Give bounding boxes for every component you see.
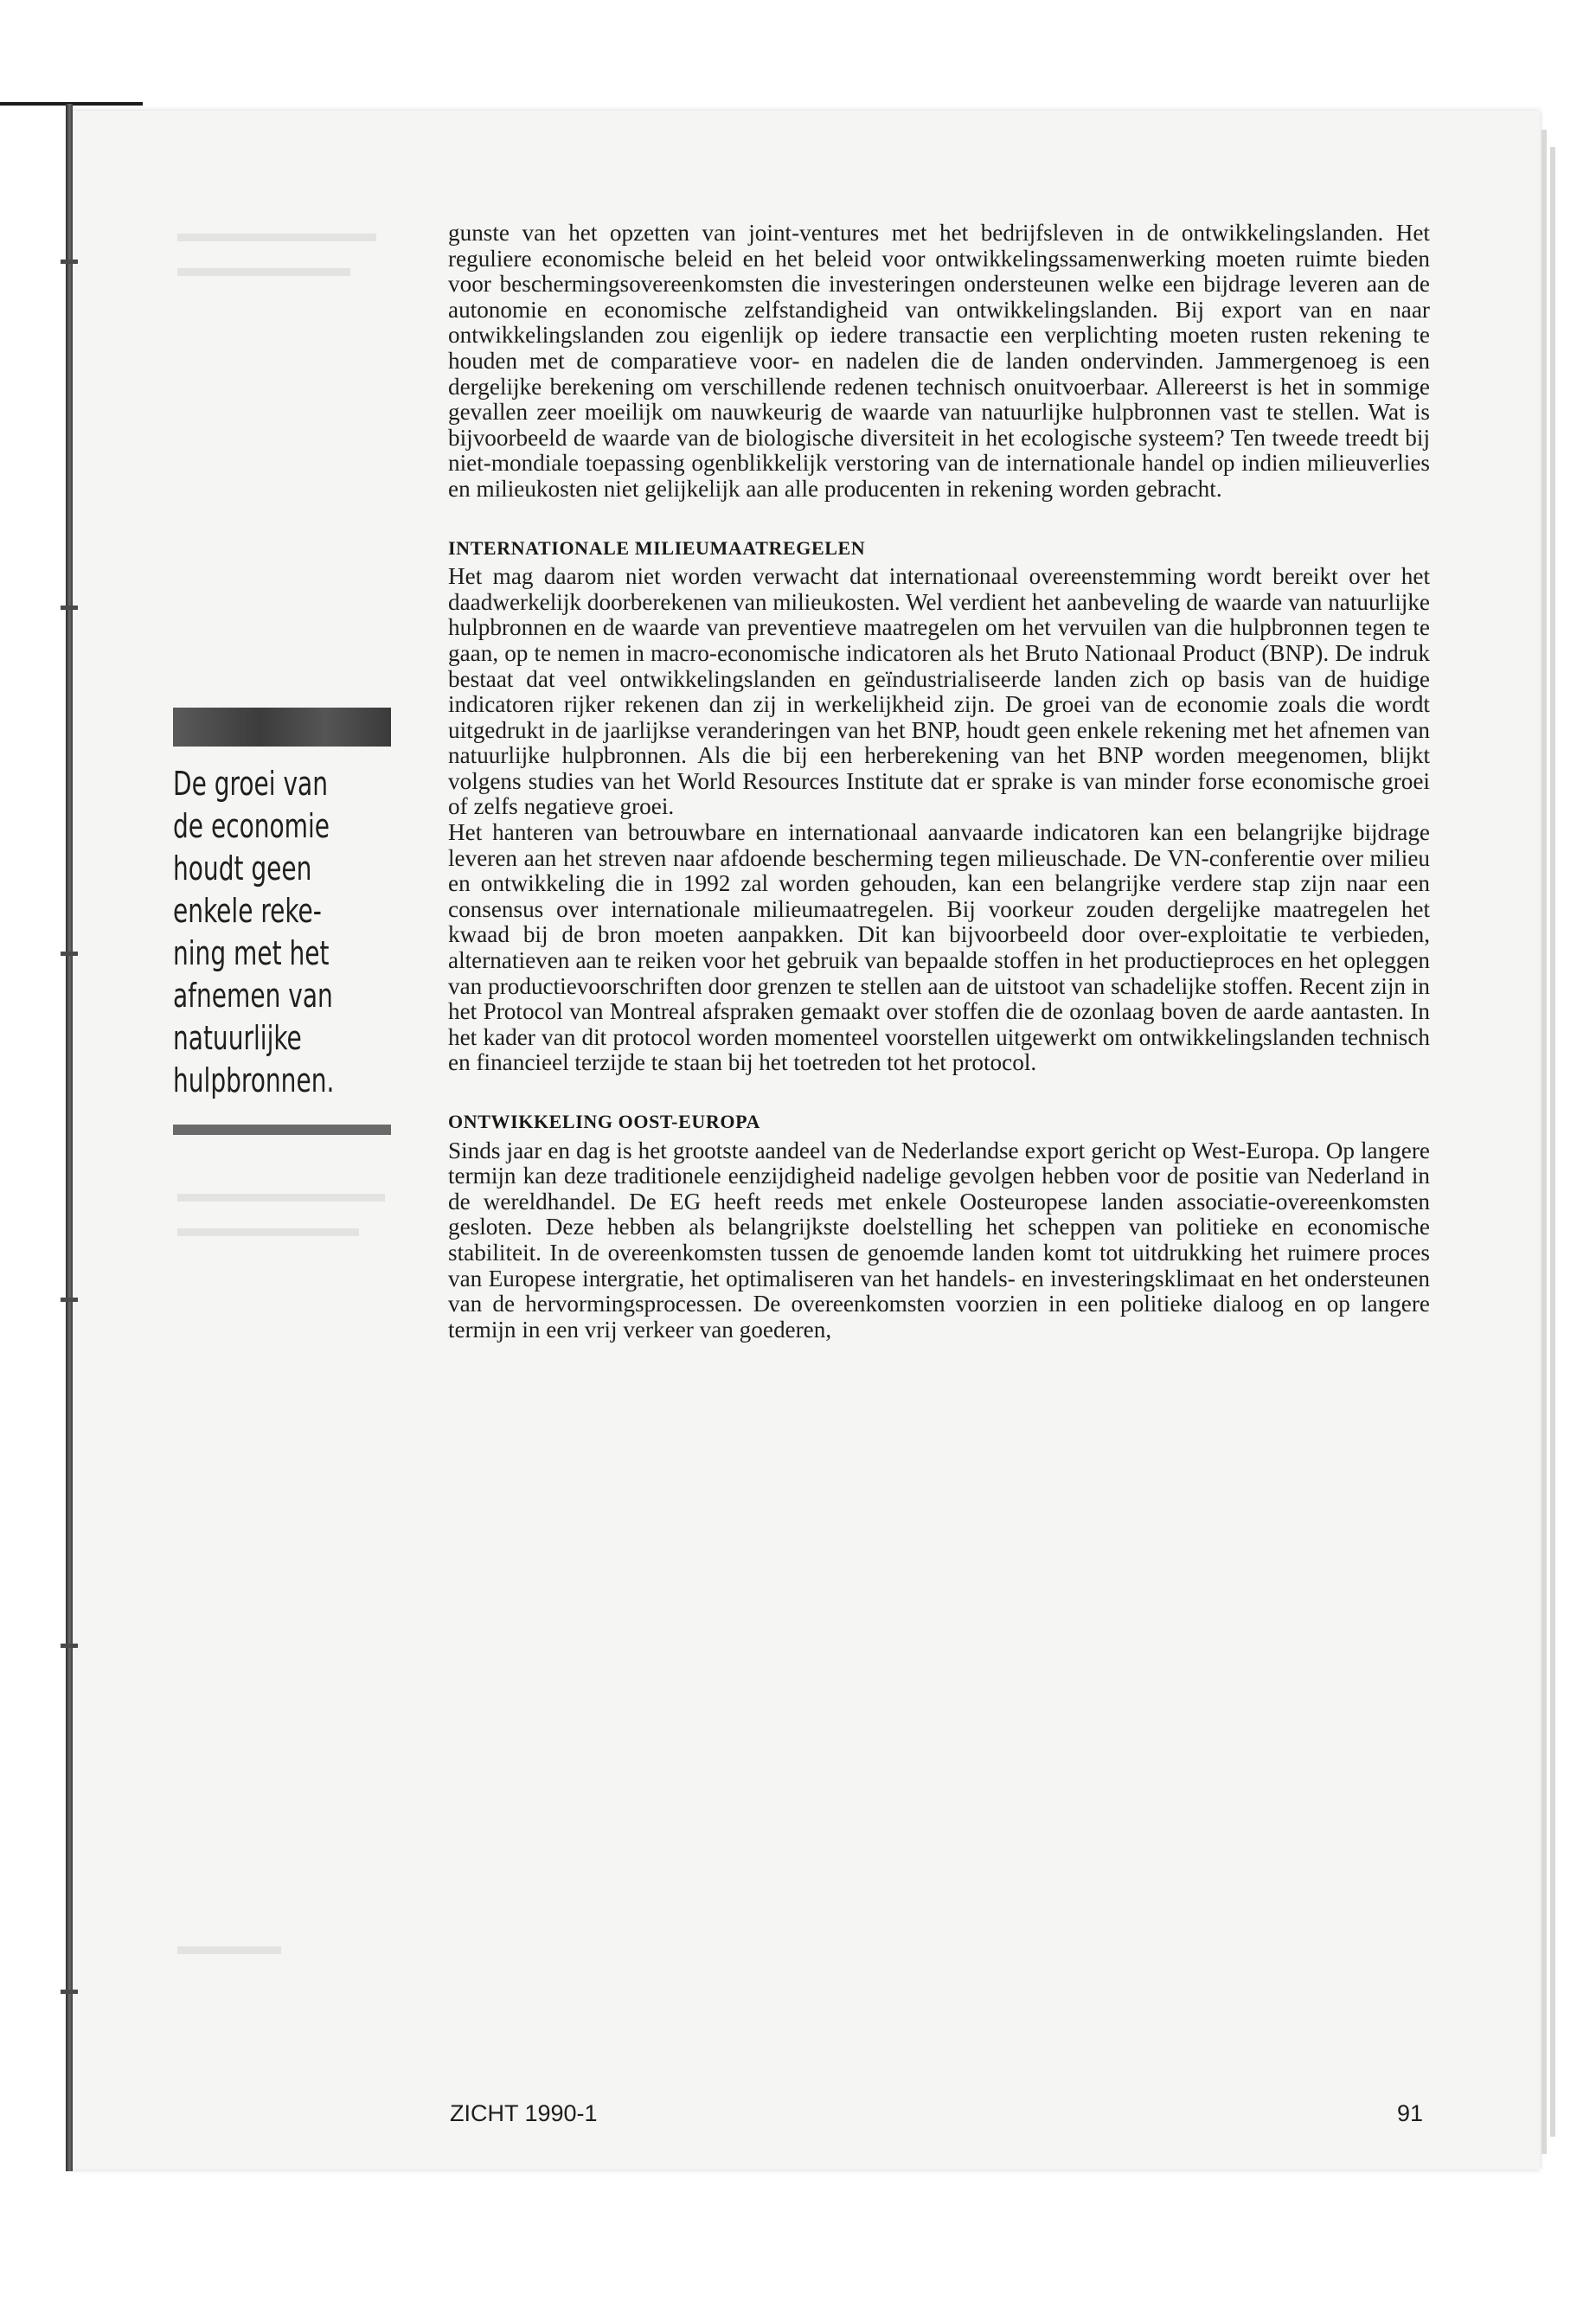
book-binding — [66, 104, 73, 2171]
article-column — [448, 221, 1430, 1343]
pull-quote-line: enkele reke- — [173, 892, 322, 930]
binding-stitch — [61, 260, 78, 264]
pull-quote-line: afnemen van — [173, 977, 333, 1015]
pull-quote-line: De groei van — [173, 765, 329, 803]
article-paragraph: gunste van het opzetten van joint-ventures met het bedrijfsleven in de ontwikkelingslanden. Het reguliere economische beleid en het beleid voor ontwikkelingssamenwerking moeten ruimte bieden voor beschermingsovereenkomsten die investeringen ondersteunen welke een bijdrage leveren aan de autonomie en economische zelfstandigheid van ontwikkelingslanden. Bij export van en naar ontwikkelingslanden zou eigenlijk op iedere transactie een verplichting moeten rusten rekening te houden met de comparatieve voor- en nadelen die de landen ondervinden. Jammergenoeg is een dergelijke berekening om verschillende redenen technisch onuitvoerbaar. Allereerst is het in sommige gevallen zeer moeilijk om nauwkeurig de waarde van natuurlijke hulpbronnen vast te stellen. Wat is bijvoorbeeld de waarde van de biologische diversiteit in het ecologische systeem? Ten tweede treedt bij niet-mondiale toepassing ogenblikkelijk verstoring van de internationale handel op indien milieuverlies en milieukosten niet gelijkelijk aan alle producenten in rekening worden gebracht. — [448, 220, 1430, 502]
sidebar-rule-bottom — [173, 1125, 391, 1135]
article-paragraph: Het hanteren van betrouwbare en internationaal aanvaarde indicatoren kan een belangrijke bijdrage leveren aan het streven naar afdoende bescherming tegen milieuschade. De VN-conferentie over milieu en ontwikkeling die in 1992 zal worden gehouden, kan een belangrijke verdere stap zijn naar een consensus over internationale milieumaatregelen. Bij voorkeur zouden dergelijke maatregelen het kwaad bij de bron moeten aanpakken. Dit kan bijvoorbeeld door over-exploitatie te verbieden, alternatieven aan te reiken voor het gebruik van bepaalde stoffen in het productieproces en het opleggen van productievoorschriften door grenzen te stellen aan de uitstoot van schadelijke stoffen. Recent zijn in het Protocol van Montreal afspraken gemaakt over stoffen die de ozonlaag boven de aarde aantasten. In het kader van dit protocol worden momenteel voorstellen uitgewerkt om ontwikkelingslanden technisch en financieel terzijde te staan bij het toetreden tot het protocol. — [448, 819, 1430, 1076]
binding-stitch — [61, 1990, 78, 1994]
pull-quote-line: ning met het — [173, 934, 330, 972]
page-edge — [1550, 147, 1555, 2137]
publication-footer: ZICHT 1990-1 — [450, 2100, 598, 2126]
article-paragraph: Het mag daarom niet worden verwacht dat internationaal overeenstemming wordt bereikt over het daadwerkelijk doorberekenen van milieukosten. Wel verdient het aanbeveling de waarde van natuurlijke hulpbronnen en de waarde van preventieve maatregelen om het vervuilen van die hulpbronnen tegen te gaan, op te nemen in macro-economische indicatoren als het Bruto Nationaal Product (BNP). De indruk bestaat dat veel ontwikkelingslanden en geïndustrialiseerde landen zich op basis van de huidige indicatoren rijker rekenen dan zij in werkelijkheid zijn. De groei van de economie zoals die wordt uitgedrukt in de jaarlijkse veranderingen van het BNP, houdt geen enkele rekening met het afnemen van natuurlijke hulpbronnen. Als die bij een herberekening van het BNP worden meegenomen, blijkt volgens studies van het World Resources Institute dat er sprake is van minder forse economische groei of zelfs negatieve groei. — [448, 563, 1430, 820]
show-through-text — [177, 1946, 281, 1954]
show-through-text — [177, 1194, 385, 1202]
page-number: 91 — [1397, 2100, 1424, 2126]
section-heading: INTERNATIONALE MILIEUMAATREGELEN — [448, 536, 866, 559]
binding-stitch — [61, 952, 78, 956]
section-heading: ONTWIKKELING OOST-EUROPA — [448, 1111, 760, 1132]
article-paragraph: Sinds jaar en dag is het grootste aandeel van de Nederlandse export gericht op West-Europa. Op langere termijn kan deze traditionele eenzijdigheid nadelige gevolgen hebben voor de positie van Nederland in de wereldhandel. De EG heeft reeds met enkele Oosteuropese landen associatie-overeenkomsten gesloten. Deze hebben als belangrijkste doelstelling het scheppen van politieke en economische stabiliteit. In de overeenkomsten tussen de genoemde landen komt tot uitdrukking het ruimere proces van Europese intergratie, het optimaliseren van het handels- en investeringsklimaat en het ondersteunen van de hervormingsprocessen. De overeenkomsten voorzien in een politieke dialoog en op langere termijn in een vrij verkeer van goederen, — [448, 1137, 1430, 1343]
binding-stitch — [61, 606, 78, 610]
show-through-text — [177, 1228, 359, 1236]
pull-quote-line: natuurlijke — [173, 1019, 302, 1057]
pull-quote-line: de economie — [173, 807, 330, 845]
pull-quote-line: hulpbronnen. — [173, 1061, 335, 1099]
sidebar-rule-top — [173, 708, 391, 747]
show-through-text — [177, 234, 376, 241]
page-edge — [1542, 130, 1547, 2154]
pull-quote — [173, 763, 357, 1102]
pull-quote-line: houdt geen — [173, 849, 312, 888]
show-through-text — [177, 268, 350, 276]
binding-stitch — [61, 1298, 78, 1302]
binding-stitch — [61, 1644, 78, 1648]
